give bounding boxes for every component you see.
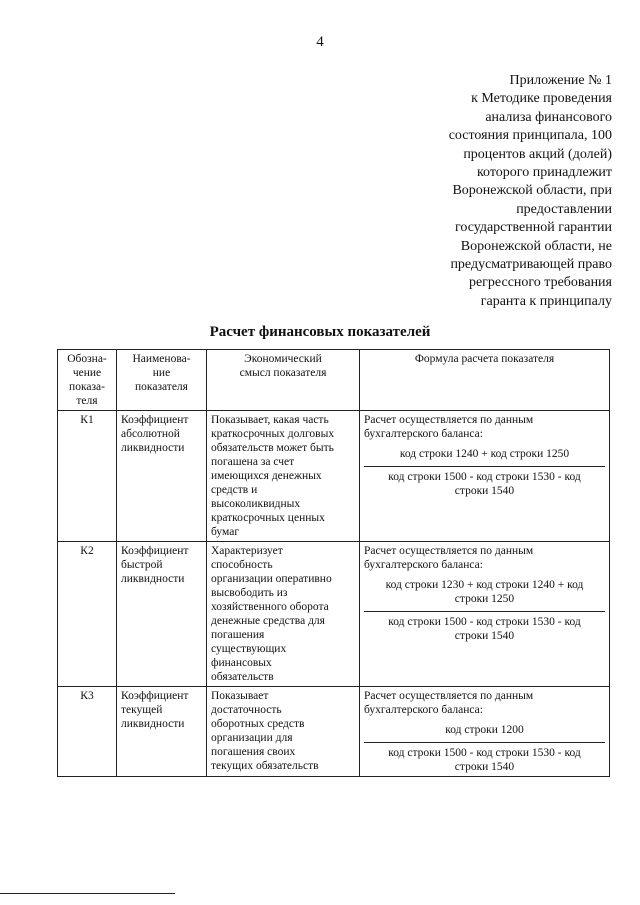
- row-formula: [360, 542, 610, 687]
- meaning-line: краткосрочных долговых: [211, 428, 335, 440]
- annex-line: Приложение № 1: [509, 73, 612, 88]
- formula-basis-line: Расчет осуществляется по данным: [364, 690, 534, 702]
- row-meaning: [207, 542, 360, 687]
- formula-numerator: [364, 447, 605, 461]
- name-line: Коэффициент: [121, 690, 189, 702]
- row-name: [117, 687, 207, 777]
- meaning-line: финансовых: [211, 657, 272, 669]
- footnote-divider: [0, 893, 175, 894]
- annex-line: Воронежской области, при: [452, 183, 612, 199]
- annex-line: к Методике проведения: [471, 91, 612, 107]
- formula-basis-line: Расчет осуществляется по данным: [364, 545, 534, 557]
- header-line: чение: [72, 367, 102, 379]
- meaning-line: способность: [211, 559, 273, 571]
- header-line: показа-: [69, 381, 105, 393]
- table-header-row: [58, 350, 610, 411]
- name-line: абсолютной: [121, 428, 180, 440]
- name-line: текущей: [121, 704, 163, 716]
- formula-numerator: [364, 578, 605, 606]
- fraction-bar: [364, 742, 605, 743]
- name-line: ликвидности: [121, 573, 185, 585]
- annex-line: анализа финансового: [485, 109, 612, 125]
- annex-line: которого принадлежит: [476, 165, 612, 181]
- table-row: [58, 411, 610, 542]
- meaning-line: хозяйственного оборота: [211, 601, 329, 613]
- header-meaning: [207, 350, 360, 411]
- annex-line: предусматривающей право: [450, 257, 612, 273]
- numerator-line: код строки 1240 + код строки 1250: [399, 448, 570, 460]
- page-number: 4: [316, 34, 324, 50]
- annex-line: государственной гарантии: [454, 220, 612, 236]
- name-line: ликвидности: [121, 718, 185, 730]
- formula-basis-line: Расчет осуществляется по данным: [364, 414, 534, 426]
- annex-line: предоставлении: [516, 201, 612, 217]
- header-line: показателя: [135, 381, 188, 393]
- header-name: [117, 350, 207, 411]
- meaning-line: достаточность: [211, 704, 282, 716]
- meaning-line: Характеризует: [211, 545, 283, 557]
- row-code: К2: [58, 542, 117, 687]
- fraction-bar: [364, 466, 605, 467]
- numerator-line: код строки 1230 + код строки 1240 + код: [385, 579, 584, 591]
- denominator-line: строки 1540: [454, 761, 515, 773]
- formula-numerator: [364, 723, 605, 737]
- meaning-line: погашена за счет: [211, 456, 295, 468]
- denominator-line: строки 1540: [454, 485, 515, 497]
- header-formula: [360, 350, 610, 411]
- name-line: быстрой: [121, 559, 163, 571]
- header-line: теля: [76, 395, 98, 407]
- denominator-line: строки 1540: [454, 630, 515, 642]
- meaning-line: оборотных средств: [211, 718, 305, 730]
- formula-denominator: [364, 470, 605, 498]
- header-line: ние: [152, 367, 171, 379]
- meaning-line: имеющихся денежных: [211, 470, 322, 482]
- meaning-line: организации оперативно: [211, 573, 332, 585]
- header-line: Наименова-: [132, 353, 191, 365]
- numerator-line: строки 1250: [454, 593, 515, 605]
- meaning-line: организации для: [211, 732, 293, 744]
- annex-line: регрессного требования: [468, 275, 612, 291]
- row-code: К1: [58, 411, 117, 542]
- fraction-bar: [364, 611, 605, 612]
- denominator-line: код строки 1500 - код строки 1530 - код: [388, 616, 581, 628]
- header-line: смысл показателя: [239, 367, 327, 379]
- name-line: Коэффициент: [121, 414, 189, 426]
- formula-basis-line: бухгалтерского баланса:: [364, 428, 483, 440]
- header-line: Формула расчета показателя: [414, 353, 555, 365]
- row-formula: [360, 411, 610, 542]
- annex-line: гаранта к принципалу: [480, 293, 612, 309]
- indicators-table: [57, 349, 610, 777]
- formula-denominator: [364, 746, 605, 774]
- meaning-line: обязательств: [211, 671, 274, 683]
- row-formula: [360, 687, 610, 777]
- name-line: Коэффициент: [121, 545, 189, 557]
- header-line: Обозна-: [67, 353, 107, 365]
- meaning-line: краткосрочных ценных: [211, 512, 325, 524]
- annex-line: процентов акций (долей): [463, 146, 612, 162]
- formula-basis-line: бухгалтерского баланса:: [364, 559, 483, 571]
- formula-basis-line: бухгалтерского баланса:: [364, 704, 483, 716]
- meaning-line: средств и: [211, 484, 258, 496]
- meaning-line: погашения: [211, 629, 265, 641]
- denominator-line: код строки 1500 - код строки 1530 - код: [388, 747, 581, 759]
- table-row: [58, 687, 610, 777]
- row-meaning: [207, 687, 360, 777]
- meaning-line: погашения своих: [211, 746, 296, 758]
- table-row: [58, 542, 610, 687]
- denominator-line: код строки 1500 - код строки 1530 - код: [388, 471, 581, 483]
- meaning-line: обязательств может быть: [211, 442, 334, 454]
- annex-line: состояния принципала, 100: [448, 128, 612, 144]
- meaning-line: текущих обязательств: [211, 760, 319, 772]
- meaning-line: Показывает, какая часть: [211, 414, 329, 426]
- annex-heading: [382, 72, 612, 311]
- numerator-line: код строки 1200: [445, 724, 524, 736]
- header-designation: [58, 350, 117, 411]
- meaning-line: высвободить из: [211, 587, 288, 599]
- meaning-line: существующих: [211, 643, 287, 655]
- meaning-line: Показывает: [211, 690, 269, 702]
- row-meaning: [207, 411, 360, 542]
- meaning-line: денежные средства для: [211, 615, 325, 627]
- meaning-line: бумаг: [211, 526, 240, 538]
- row-name: [117, 411, 207, 542]
- row-name: [117, 542, 207, 687]
- name-line: ликвидности: [121, 442, 185, 454]
- row-code: К3: [58, 687, 117, 777]
- formula-denominator: [364, 615, 605, 643]
- document-title: Расчет финансовых показателей: [209, 324, 431, 340]
- annex-line: Воронежской области, не: [460, 238, 612, 254]
- header-line: Экономический: [244, 353, 322, 365]
- meaning-line: высоколиквидных: [211, 498, 301, 510]
